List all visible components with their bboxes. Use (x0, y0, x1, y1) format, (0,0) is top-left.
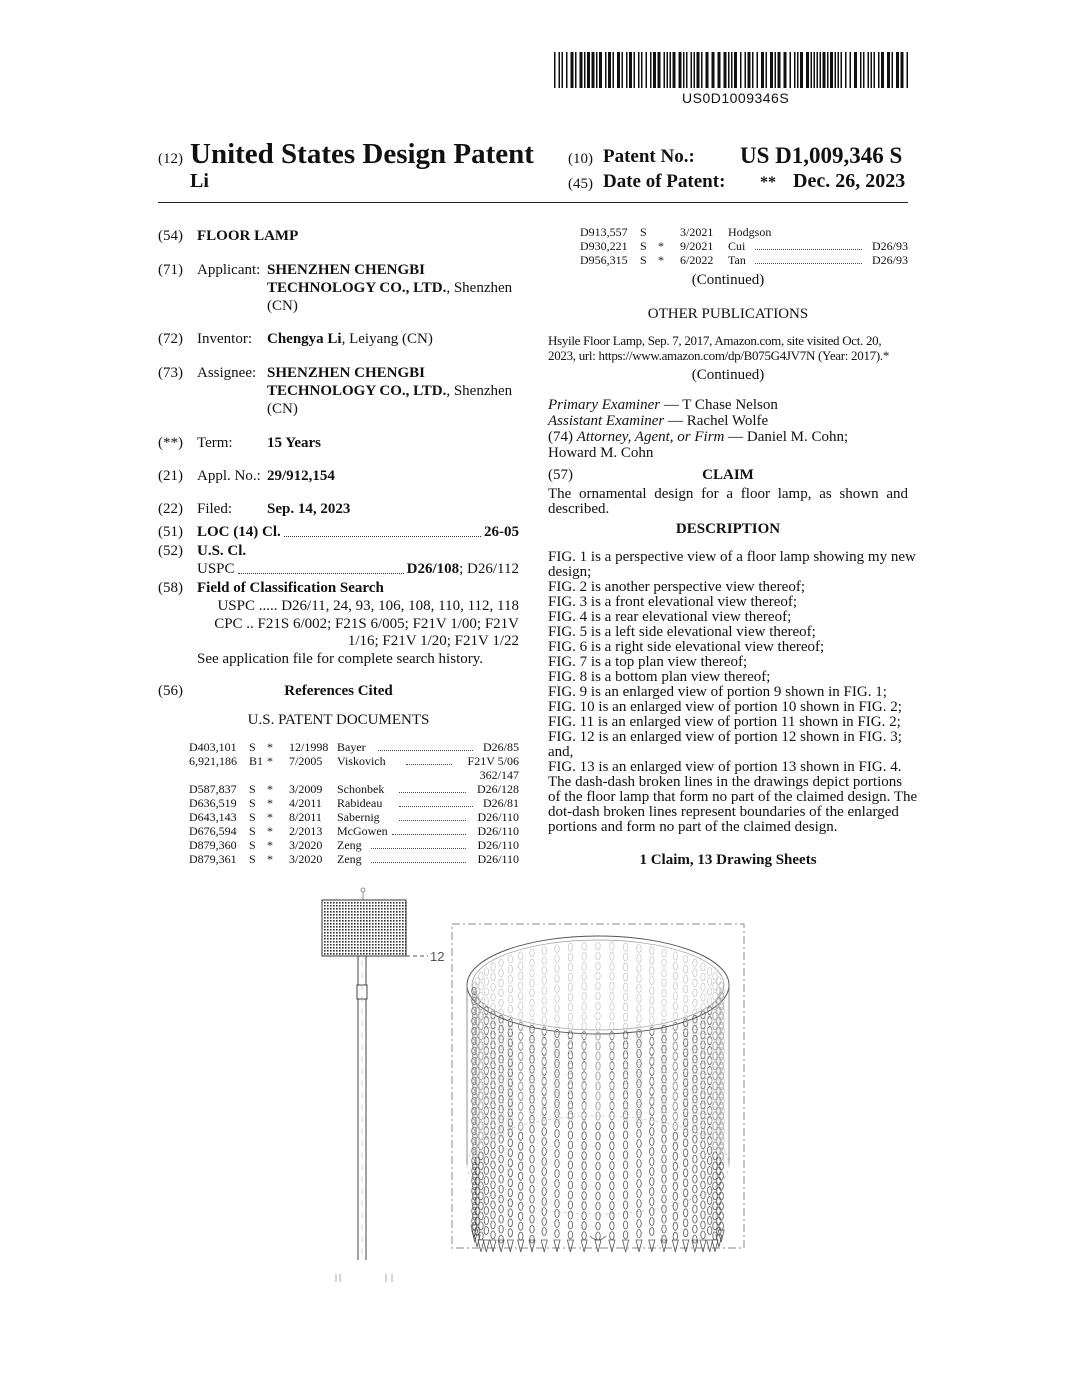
barcode-bar (664, 52, 666, 88)
us-patent-docs: U.S. PATENT DOCUMENTS (247, 712, 430, 728)
barcode-bar (766, 52, 768, 88)
reference-kind: S (249, 796, 256, 810)
reference-name: Hodgson (728, 225, 772, 239)
lamp-base (336, 1274, 392, 1282)
other-publications-label: OTHER PUBLICATIONS (647, 306, 809, 322)
reference-row (189, 824, 519, 838)
inventor-short: Li (190, 170, 209, 192)
reference-star: * (267, 796, 273, 810)
reference-date: 3/2021 (680, 225, 714, 239)
reference-name: Viskovich (337, 754, 386, 768)
barcode-bar (790, 52, 792, 88)
crystal-strand (555, 945, 559, 1123)
barcode-bar (641, 52, 643, 88)
publication-line-2: 2023, url: https://www.amazon.com/dp/B075G4JV7N (Year: 2017).* (548, 348, 890, 363)
reference-num: D636,519 (189, 796, 237, 810)
reference-kind: S (249, 782, 256, 796)
attorney: (74) Attorney, Agent, or Firm — Daniel M. Cohn; (548, 429, 849, 445)
barcode-bar (757, 52, 759, 88)
reference-row (189, 740, 519, 754)
barcode-bar (599, 52, 602, 88)
reference-num: D676,594 (189, 824, 237, 838)
date-mark: ** (760, 174, 776, 191)
barcode-bar (673, 52, 676, 88)
reference-star: * (267, 810, 273, 824)
barcode-bar (874, 52, 876, 88)
barcode-bar (770, 52, 773, 88)
barcode-bar (731, 52, 733, 88)
code-73: (73) (158, 365, 183, 381)
code-10: (10) (568, 151, 593, 167)
reference-name: Zeng (337, 852, 362, 866)
patent-title: FLOOR LAMP (197, 228, 299, 244)
description-line: FIG. 13 is an enlarged view of portion 13 shown in FIG. 4. (548, 759, 902, 775)
description-line: FIG. 5 is a left side elevational view thereof; (548, 624, 816, 640)
assignee-name-2: TECHNOLOGY CO., LTD., Shenzhen (267, 383, 513, 399)
reference-kind: S (249, 740, 256, 754)
primary-examiner: Primary Examiner — T Chase Nelson (548, 397, 778, 413)
reference-cls: D26/110 (477, 810, 519, 824)
code-21: (21) (158, 468, 183, 484)
field-line-3: 1/16; F21V 1/20; F21V 1/22 (347, 633, 519, 649)
barcode-bar (571, 52, 574, 88)
reference-name: McGowen (337, 824, 388, 838)
reference-name: Sabernig (337, 810, 380, 824)
description-line: dot-dash broken lines represent boundaries of the enlarged (548, 804, 899, 820)
barcode-bar (613, 52, 615, 88)
attorney-2: Howard M. Cohn (548, 445, 654, 461)
reference-row (189, 782, 519, 796)
barcode-bar (646, 52, 648, 88)
barcode-bar (800, 52, 803, 88)
barcode-bar (745, 52, 747, 88)
barcode-bar (871, 52, 873, 88)
code-51: (51) (158, 524, 183, 540)
barcode-bar (827, 52, 829, 88)
reference-name: Zeng (337, 838, 362, 852)
description-line: FIG. 2 is another perspective view thereof; (548, 579, 805, 595)
barcode-bar (686, 52, 688, 88)
reference-num: D930,221 (580, 239, 628, 253)
barcode-bar (823, 52, 826, 88)
inventor-label: Inventor: (197, 331, 252, 347)
reference-cls: D26/81 (483, 796, 519, 810)
code-22: (22) (158, 501, 183, 517)
reference-num: D403,101 (189, 740, 237, 754)
barcode-bar (608, 52, 611, 88)
claim-line-2: described. (548, 501, 610, 517)
barcode-bar (817, 52, 819, 88)
filed-date: Sep. 14, 2023 (267, 501, 351, 517)
barcode-bar (575, 52, 577, 88)
barcode-bar (806, 52, 809, 88)
reference-num: D879,360 (189, 838, 237, 852)
barcode-bar (617, 52, 620, 88)
reference-star: * (658, 253, 664, 267)
reference-kind: S (640, 253, 647, 267)
barcode-bar (740, 52, 742, 88)
reference-date: 2/2013 (289, 824, 323, 838)
reference-kind: S (249, 852, 256, 866)
barcode-bar (887, 52, 890, 88)
reference-row (189, 810, 519, 824)
barcode-bar (778, 52, 781, 88)
barcode (554, 52, 912, 88)
assignee-country: (CN) (267, 401, 298, 417)
appl-number: 29/912,154 (267, 468, 335, 484)
description-line: and, (548, 744, 574, 760)
barcode-bar (814, 52, 816, 88)
reference-star: * (658, 239, 664, 253)
reference-num: D879,361 (189, 852, 237, 866)
reference-num: D587,837 (189, 782, 237, 796)
barcode-bar (584, 52, 586, 88)
barcode-bar (706, 52, 709, 88)
term-value: 15 Years (267, 435, 322, 451)
crystal-strand (673, 952, 677, 1130)
crystal-strand (636, 1030, 642, 1253)
reference-cls: F21V 5/06 (467, 754, 519, 768)
reference-row (189, 838, 519, 852)
description-line: FIG. 4 is a rear elevational view thereof; (548, 609, 792, 625)
barcode-bar (697, 52, 700, 88)
barcode-bar (629, 52, 632, 88)
barcode-bar (761, 52, 764, 88)
reference-date: 7/2005 (289, 754, 323, 768)
patent-no-label: Patent No.: (603, 146, 695, 167)
barcode-bar (592, 52, 595, 88)
assignee-name-1: SHENZHEN CHENGBI (267, 365, 425, 381)
reference-cls: D26/128 (477, 782, 519, 796)
enlarged-boundary (452, 924, 744, 1248)
reference-star: * (267, 754, 273, 768)
description-label: DESCRIPTION (675, 521, 781, 537)
barcode-bar (794, 52, 796, 88)
barcode-bar (667, 52, 669, 88)
barcode-bar (854, 52, 857, 88)
claims-summary: 1 Claim, 13 Drawing Sheets (639, 852, 817, 868)
barcode-bar (650, 52, 652, 88)
reference-kind: S (249, 838, 256, 852)
code-12: (12) (158, 151, 183, 167)
code-45: (45) (568, 176, 593, 192)
barcode-number: US0D1009346S (682, 90, 790, 106)
patent-number: US D1,009,346 S (740, 143, 903, 168)
reference-date: 9/2021 (680, 239, 714, 253)
claim-label: CLAIM (702, 467, 754, 483)
continued-1: (Continued) (691, 272, 765, 288)
barcode-bar (850, 52, 852, 88)
patent-date: Dec. 26, 2023 (793, 170, 906, 192)
barcode-bar (784, 52, 787, 88)
floor-lamp-drawing (300, 880, 760, 1290)
barcode-bar (626, 52, 628, 88)
barcode-bar (634, 52, 636, 88)
crystal-strand (530, 949, 534, 1127)
reference-star: * (267, 838, 273, 852)
reference-date: 8/2011 (289, 810, 322, 824)
description-line: FIG. 7 is a top plan view thereof; (548, 654, 748, 670)
barcode-bar (691, 52, 693, 88)
code-56: (56) (158, 683, 183, 699)
reference-star: * (267, 852, 273, 866)
barcode-bar (622, 52, 624, 88)
barcode-bar (658, 52, 661, 88)
reference-kind: S (249, 810, 256, 824)
reference-row (189, 796, 519, 810)
barcode-bar (868, 52, 870, 88)
description-line: The dash-dash broken lines in the drawings depict portions (548, 774, 903, 790)
barcode-bar (670, 52, 672, 88)
barcode-bar (728, 52, 730, 88)
reference-row (189, 852, 519, 866)
description-line: design; (548, 564, 592, 580)
crystal-shade (467, 936, 729, 1252)
field-line-1: USPC ..... D26/11, 24, 93, 106, 108, 110, 112, 118 (217, 598, 519, 614)
reference-kind: S (249, 824, 256, 838)
date-label: Date of Patent: (603, 171, 726, 192)
reference-star: * (267, 740, 273, 754)
crystal-strand (623, 1031, 629, 1252)
barcode-bar (683, 52, 685, 88)
barcode-bar (701, 52, 703, 88)
assistant-examiner: Assistant Examiner — Rachel Wolfe (548, 413, 769, 429)
reference-date: 3/2009 (289, 782, 323, 796)
crystal-strand (637, 945, 641, 1123)
barcode-bar (734, 52, 737, 88)
reference-name: Schonbek (337, 782, 385, 796)
lamp-shade-small (322, 888, 407, 956)
code-54: (54) (158, 228, 183, 244)
barcode-bar (562, 52, 564, 88)
crystal-strand (662, 949, 666, 1127)
claim-line-1: The ornamental design for a floor lamp, as shown and (548, 486, 908, 502)
crystal-strand (567, 1031, 573, 1252)
reference-kind: S (640, 225, 647, 239)
description-line: FIG. 6 is a right side elevational view thereof; (548, 639, 825, 655)
barcode-bar (559, 52, 561, 88)
code-72: (72) (158, 331, 183, 347)
field-line-2: CPC .. F21S 6/002; F21S 6/005; F21V 1/00; F21V (214, 616, 519, 632)
reference-date: 3/2020 (289, 852, 323, 866)
reference-row (580, 239, 908, 253)
reference-kind: S (640, 239, 647, 253)
barcode-bar (596, 52, 598, 88)
reference-kind: B1 (249, 754, 264, 768)
reference-cls2: 362/147 (479, 768, 519, 782)
reference-name: Rabideau (337, 796, 383, 810)
reference-row (580, 253, 908, 267)
barcode-bar (901, 52, 904, 88)
crystal-strand (499, 959, 503, 1137)
continued-2: (Continued) (691, 367, 765, 383)
reference-date: 4/2011 (289, 796, 322, 810)
barcode-bar (863, 52, 865, 88)
barcode-bar (718, 52, 721, 88)
barcode-bar (752, 52, 754, 88)
reference-cls: D26/85 (483, 740, 519, 754)
barcode-bar (878, 52, 880, 88)
barcode-bar (712, 52, 715, 88)
field-line-4: See application file for complete search history. (197, 651, 484, 667)
code-term: (**) (158, 435, 183, 451)
reference-star: * (267, 824, 273, 838)
crystal-strand (554, 1030, 560, 1253)
reference-name: Tan (728, 253, 746, 267)
barcode-bar (881, 52, 884, 88)
barcode-bar (679, 52, 682, 88)
inventor: Chengya Li, Leiyang (CN) (267, 331, 433, 347)
crystal-strand (507, 1019, 513, 1252)
uspc-class: USPC D26/108 ; D26/112 (197, 561, 519, 577)
reference-cls: D26/110 (477, 824, 519, 838)
lamp-pole (357, 956, 367, 1260)
us-cl-label: U.S. Cl. (197, 543, 247, 559)
code-58: (58) (158, 580, 183, 596)
description-line: FIG. 1 is a perspective view of a floor lamp showing my new (548, 549, 916, 565)
barcode-bar (554, 52, 556, 88)
reference-cls: D26/93 (872, 239, 908, 253)
description-line: FIG. 10 is an enlarged view of portion 10 shown in FIG. 2; (548, 699, 902, 715)
applicant-name-1: SHENZHEN CHENGBI (267, 262, 425, 278)
barcode-bar (724, 52, 727, 88)
field-label: Field of Classification Search (197, 580, 384, 596)
code-52: (52) (158, 543, 183, 559)
appl-label: Appl. No.: (197, 468, 261, 484)
description-line: FIG. 3 is a front elevational view thereof; (548, 594, 798, 610)
reference-date: 6/2022 (680, 253, 714, 267)
loc-class: LOC (14) Cl. 26-05 (197, 524, 519, 540)
crystal-strand (693, 959, 697, 1137)
header-rule (158, 202, 908, 203)
barcode-bar (830, 52, 833, 88)
crystal-strand (519, 952, 523, 1130)
filed-label: Filed: (197, 501, 233, 517)
description-line: portions and form no part of the claimed design. (548, 819, 838, 835)
reference-row (580, 225, 908, 239)
applicant-country: (CN) (267, 298, 298, 314)
applicant-name-2: TECHNOLOGY CO., LTD., Shenzhen (267, 280, 513, 296)
barcode-bar (587, 52, 590, 88)
description-line: FIG. 9 is an enlarged view of portion 9 shown in FIG. 1; (548, 684, 887, 700)
publication-line-1: Hsyile Floor Lamp, Sep. 7, 2017, Amazon.com, site visited Oct. 20, (548, 333, 882, 348)
barcode-bar (820, 52, 822, 88)
applicant-label: Applicant: (197, 262, 261, 278)
reference-cls: D26/93 (872, 253, 908, 267)
reference-row (189, 754, 519, 768)
reference-date: 3/2020 (289, 838, 323, 852)
barcode-bar (748, 52, 751, 88)
barcode-bar (653, 52, 656, 88)
barcode-bar (580, 52, 583, 88)
reference-name: Bayer (337, 740, 366, 754)
reference-date: 12/1998 (289, 740, 329, 754)
description-line: FIG. 12 is an enlarged view of portion 12 shown in FIG. 3; (548, 729, 902, 745)
term-label: Term: (197, 435, 233, 451)
reference-star: * (267, 782, 273, 796)
description-line: FIG. 11 is an enlarged view of portion 11 shown in FIG. 2; (548, 714, 901, 730)
code-71: (71) (158, 262, 183, 278)
code-57: (57) (548, 467, 573, 483)
references-label: References Cited (284, 683, 393, 699)
crystal-strand (683, 1019, 689, 1252)
barcode-bar (841, 52, 843, 88)
barcode-bar (845, 52, 847, 88)
reference-num: D956,315 (580, 253, 628, 267)
document-title: United States Design Patent (190, 138, 534, 170)
barcode-bar (605, 52, 607, 88)
barcode-bar (775, 52, 777, 88)
description-body (548, 549, 918, 835)
reference-cls: D26/110 (477, 852, 519, 866)
reference-num: D913,557 (580, 225, 628, 239)
barcode-bar (907, 52, 909, 88)
reference-num: 6,921,186 (189, 754, 237, 768)
barcode-bar (835, 52, 837, 88)
barcode-bar (896, 52, 899, 88)
reference-cls: D26/110 (477, 838, 519, 852)
crystal-strand (596, 942, 600, 1120)
description-line: FIG. 8 is a bottom plan view thereof; (548, 669, 771, 685)
barcode-bar (694, 52, 696, 88)
reference-num: D643,143 (189, 810, 237, 824)
barcode-bar (860, 52, 862, 88)
barcode-bar (811, 52, 813, 88)
description-line: of the floor lamp that form no part of the claimed design. The (548, 789, 918, 805)
barcode-bar (892, 52, 894, 88)
assignee-label: Assignee: (197, 365, 257, 381)
barcode-bar (638, 52, 640, 88)
barcode-bar (838, 52, 840, 88)
barcode-bar (566, 52, 568, 88)
reference-name: Cui (728, 239, 746, 253)
callout-label: 12 (430, 949, 445, 964)
barcode-bar (797, 52, 799, 88)
